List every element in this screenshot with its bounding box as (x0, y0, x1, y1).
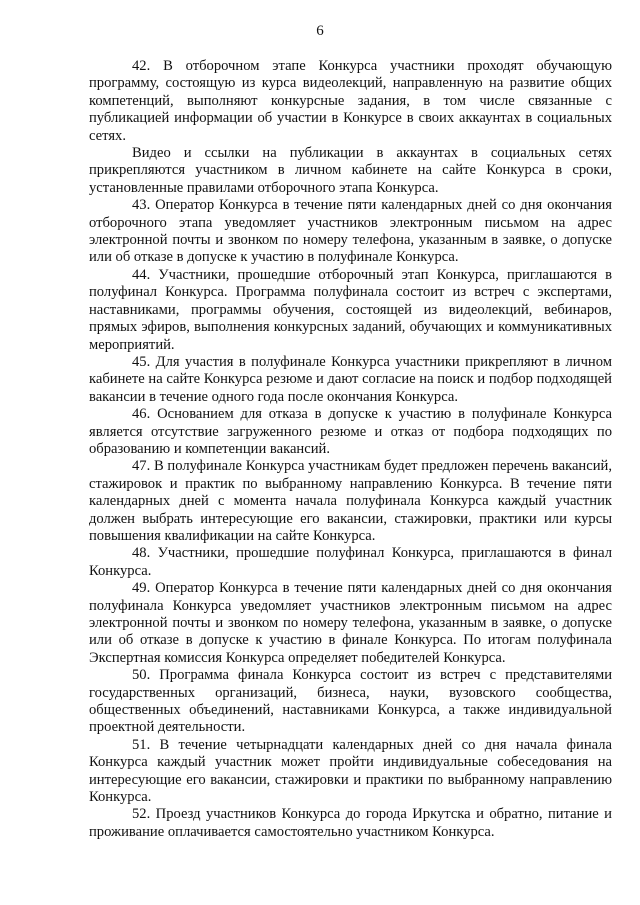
paragraph-44: 44. Участники, прошедшие отборочный этап Конкурса, приглашаются в полуфинал Конкурса. Программа полуфинала состоит из встреч с экспертами, наставниками, программы обучения, состоящей из видеолекций, вебинаров, прямых эфиров, выполнения конкурсных заданий, обучающих и коммуникативных мероприятий. (89, 266, 612, 353)
paragraph-42: 42. В отборочном этапе Конкурса участники проходят обучающую программу, состоящую из курса видеолекций, направленную на развитие общих компетенций, выполняют конкурсные задания, в том числе связанные с публикацией информации об участии в Конкурсе в своих аккаунтах в социальных сетях. (89, 58, 612, 144)
page-number: 6 (316, 23, 324, 39)
paragraph-47: 47. В полуфинале Конкурса участникам будет предложен перечень вакансий, стажировок и практик по выбранному направлению Конкурса. В течение пяти календарных дней с момента начала полуфинала Конкурса каждый участник должен выбрать интересующие его вакансии, стажировки, практики или курсы повышения квалификации на сайте Конкурса. (89, 458, 612, 544)
paragraph-52: 52. Проезд участников Конкурса до города Иркутска и обратно, питание и проживание оплачивается самостоятельно участником Конкурса. (89, 806, 612, 840)
paragraph-46: 46. Основанием для отказа в допуске к участию в полуфинале Конкурса является отсутствие загруженного резюме и отказ от подбора подходящих по образованию и компетенции вакансий. (89, 406, 612, 457)
paragraph-42-continued: Видео и ссылки на публикации в аккаунтах в социальных сетях прикрепляются участником в личном кабинете на сайте Конкурса в сроки, установленные правилами отборочного этапа Конкурса. (89, 145, 612, 196)
paragraph-49: 49. Оператор Конкурса в течение пяти календарных дней со дня окончания полуфинала Конкурса уведомляет участников электронным письмом на адрес электронной почты и звонком по номеру телефона, указанным в заявке, о допуске или об отказе в допуске к участию в финале Конкурса. По итогам полуфинала Экспертная комиссия Конкурса определяет победителей Конкурса. (89, 580, 612, 666)
paragraph-45: 45. Для участия в полуфинале Конкурса участники прикрепляют в личном кабинете на сайте Конкурса резюме и дают согласие на поиск и подбор подходящей вакансии в течение одного года после окончания Конкурса. (89, 353, 612, 405)
paragraph-51: 51. В течение четырнадцати календарных дней со дня начала финала Конкурса каждый участник может пройти индивидуальные собеседования на интересующие его вакансии, стажировки и практики по выбранному направлению Конкурса. (89, 736, 612, 806)
paragraph-50: 50. Программа финала Конкурса состоит из встреч с представителями государственных организаций, бизнеса, науки, вузовского сообщества, общественных объединений, наставниками Конкурса, а также индивидуальной проектной деятельности. (89, 667, 612, 736)
paragraph-43: 43. Оператор Конкурса в течение пяти календарных дней со дня окончания отборочного этапа уведомляет участников электронным письмом на адрес электронной почты и звонком по номеру телефона, указанным в заявке, о допуске или об отказе в допуске к участию в полуфинале Конкурса. (89, 197, 612, 266)
document-body (89, 58, 612, 841)
paragraph-48: 48. Участники, прошедшие полуфинал Конкурса, приглашаются в финал Конкурса. (89, 545, 612, 579)
